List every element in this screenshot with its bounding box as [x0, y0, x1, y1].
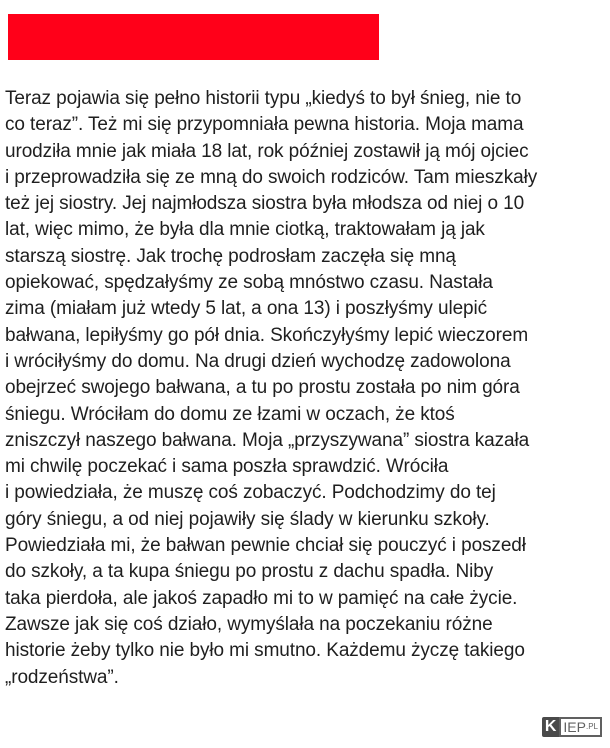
story-line: obejrzeć swojego bałwana, a tu po prostu została po nim góra [5, 377, 520, 399]
story-line: do szkoły, a ta kupa śniegu po prostu z dachu spadła. Niby [5, 561, 494, 583]
watermark-k: K [542, 717, 560, 737]
story-line: Zawsze jak się coś działo, wymyślała na poczekaniu różne [5, 613, 493, 635]
story-line: Powiedziała mi, że bałwan pewnie chciał się pouczyć i poszedł [5, 535, 526, 557]
story-line: Teraz pojawia się pełno historii typu „kiedyś to był śnieg, nie to [5, 88, 522, 109]
story-line: zniszczył naszego bałwana. Moja „przyszywana” siostra kazała [5, 429, 530, 451]
story-line: też jej siostry. Jej najmłodsza siostra była młodsza od niej o 10 [5, 193, 525, 215]
story-line: śniegu. Wróciłam do domu ze łzami w oczach, że ktoś [5, 403, 455, 425]
story-line: urodziła mnie jak miała 18 lat, rok później zostawił ją mój ojciec [5, 140, 529, 162]
story-line: i powiedziała, że muszę coś zobaczyć. Podchodzimy do tej [5, 482, 496, 504]
story-line: lat, więc mimo, że była dla mnie ciotką, traktowałam ją jak [5, 219, 485, 241]
story-line: co teraz”. Też mi się przypomniała pewna historia. Moja mama [5, 114, 524, 136]
watermark-iep: IEP [563, 719, 586, 735]
story-line: i przeprowadziła się ze mną do swoich rodziców. Tam mieszkały [5, 166, 538, 188]
story-line: mi chwilę poczekać i sama poszła sprawdzić. Wróciła [5, 456, 449, 478]
story-line: i wróciłyśmy do domu. Na drugi dzień wychodzę zadowolona [5, 350, 511, 372]
watermark-suffix: .PL [585, 722, 598, 731]
story-line: taka pierdoła, ale jakoś zapadło mi to w pamięć na całe życie. [5, 587, 518, 609]
red-header-banner [8, 14, 379, 60]
story-line: góry śniegu, a od niej pojawiły się ślady w kierunku szkoły. [5, 508, 490, 530]
watermark-rest [559, 717, 602, 737]
story-line: bałwana, lepiłyśmy go pół dnia. Skończyłyśmy lepić wieczorem [5, 324, 529, 346]
story-line: zima (miałam już wtedy 5 lat, a ona 13) i poszłyśmy ulepić [5, 298, 488, 320]
story-line: starszą siostrę. Jak trochę podrosłam zaczęła się mną [5, 245, 456, 267]
story-line: opiekować, spędzałyśmy ze sobą mnóstwo czasu. Nastała [5, 272, 493, 294]
story-line: „rodzeństwa”. [5, 666, 119, 688]
story-text [5, 86, 607, 691]
story-line: historie żeby tylko nie było mi smutno. Każdemu życzę takiego [5, 640, 525, 662]
site-watermark-logo [542, 716, 602, 738]
